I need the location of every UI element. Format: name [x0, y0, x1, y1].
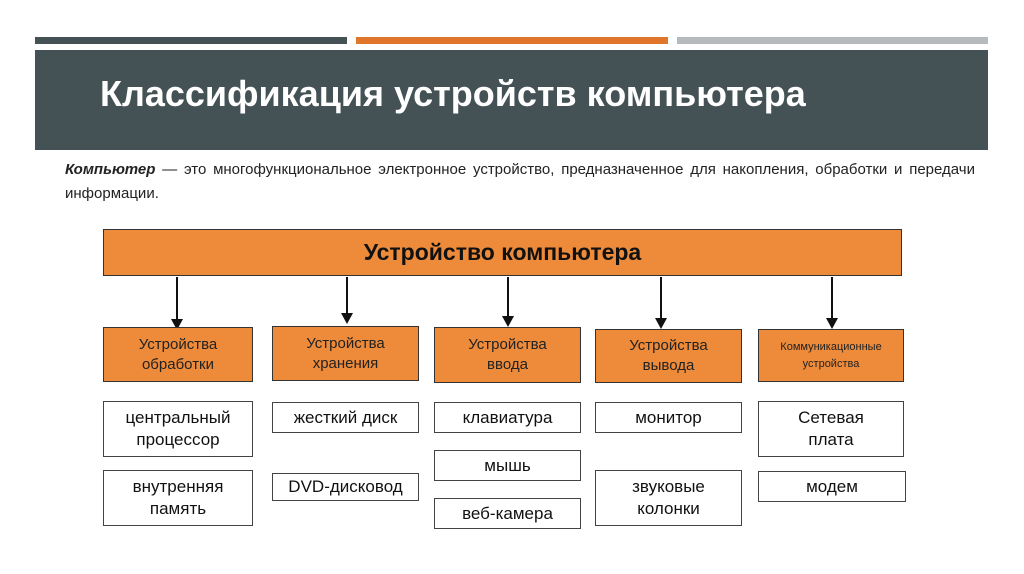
item-hard-disk: жесткий диск: [272, 402, 419, 433]
item-monitor: монитор: [595, 402, 742, 433]
item-cpu: центральный процессор: [103, 401, 253, 457]
top-bar-orange: [356, 37, 668, 44]
definition-term: Компьютер: [65, 161, 156, 178]
item-speakers: звуковые колонки: [595, 470, 742, 526]
item-internal-memory: внутренняя память: [103, 470, 253, 526]
arrow-storage: [346, 277, 348, 314]
arrow-input: [507, 277, 509, 317]
item-webcam: веб-камера: [434, 498, 581, 529]
category-processing: Устройства обработки: [103, 327, 253, 382]
category-output: Устройства вывода: [595, 329, 742, 383]
item-dvd-drive: DVD-дисковод: [272, 473, 419, 501]
arrow-output: [660, 277, 662, 319]
arrow-processing: [176, 277, 178, 320]
category-communication: Коммуникационные устройства: [758, 329, 904, 382]
top-bar-dark: [35, 37, 347, 44]
item-keyboard: клавиатура: [434, 402, 581, 433]
definition-text: — это многофункциональное электронное устройство, предназначенное для накопления, обработки и передачи информации.: [65, 161, 975, 202]
item-mouse: мышь: [434, 450, 581, 481]
arrow-communication: [831, 277, 833, 319]
category-storage: Устройства хранения: [272, 326, 419, 381]
definition: [65, 158, 975, 206]
item-network-card: Сетевая плата: [758, 401, 904, 457]
page-title: Классификация устройств компьютера: [100, 73, 806, 114]
root-node: Устройство компьютера: [103, 229, 902, 276]
top-bar-grey: [677, 37, 988, 44]
item-modem: модем: [758, 471, 906, 502]
category-input: Устройства ввода: [434, 327, 581, 383]
